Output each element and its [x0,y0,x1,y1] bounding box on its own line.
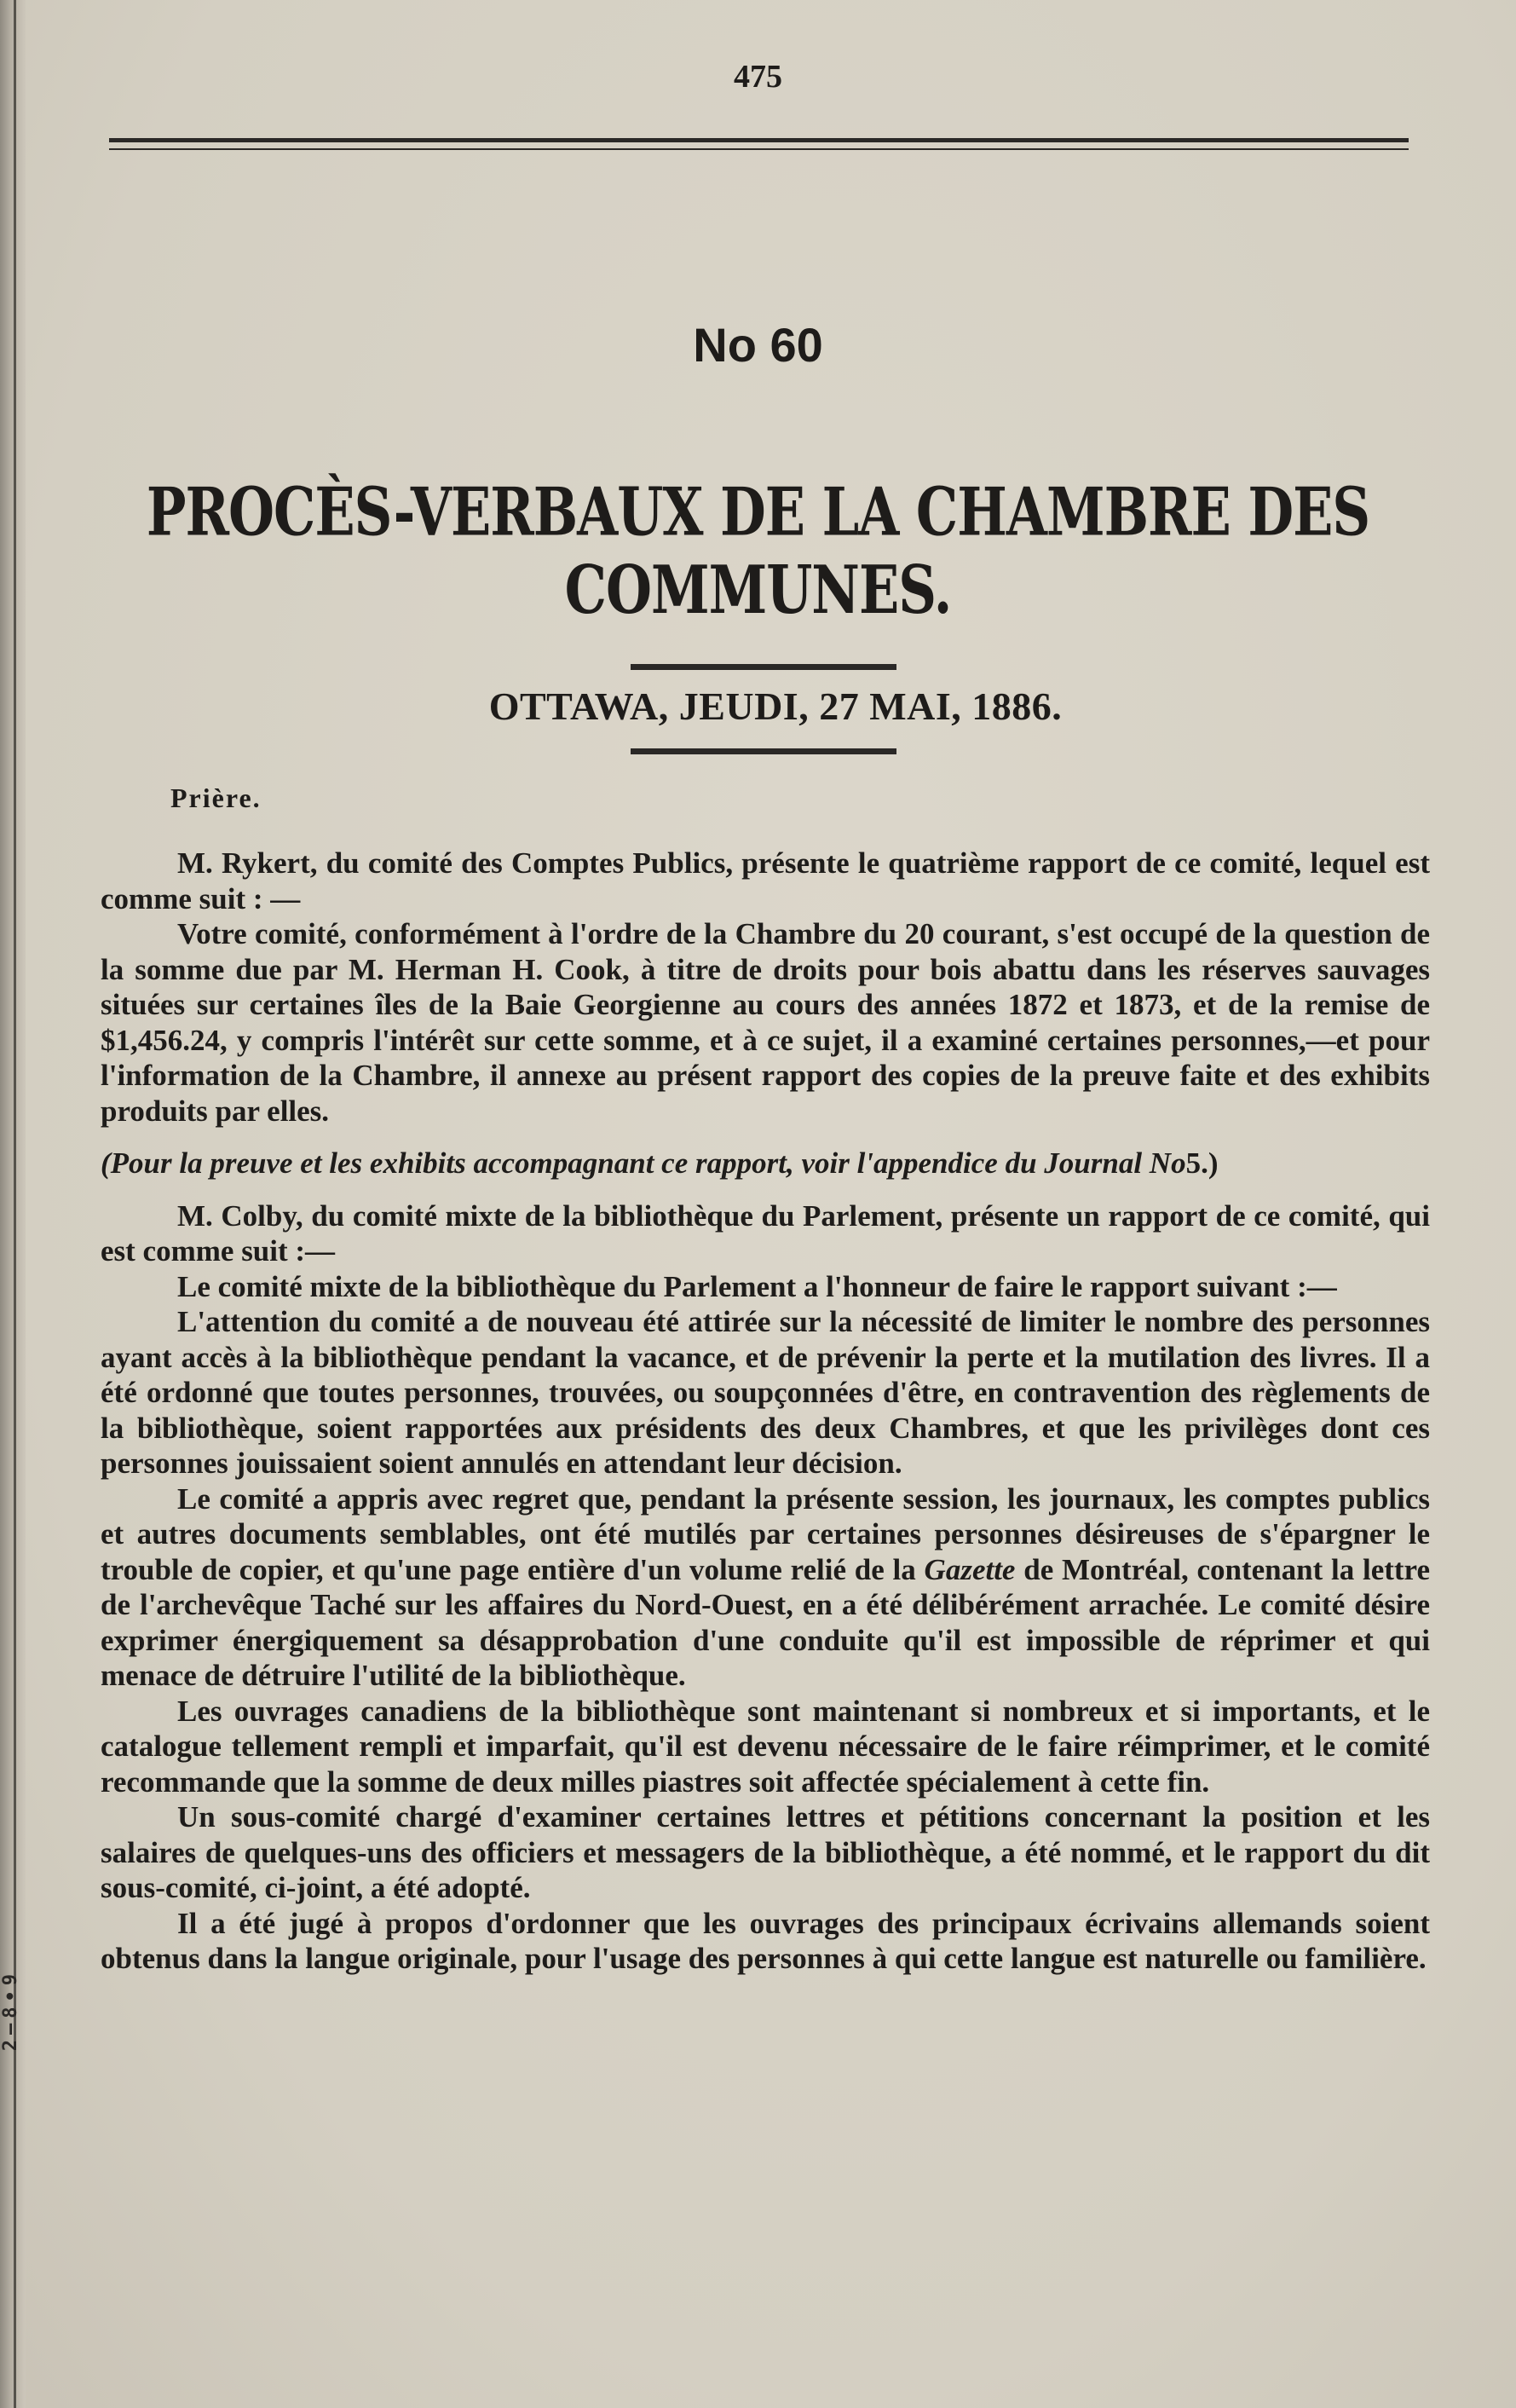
page-number: 475 [734,59,782,95]
note-text: Pour la preuve et les exhibits accompagnant ce rapport, voir l'appendice du Journal No [110,1146,1186,1180]
paragraph-catalogue: Les ouvrages canadiens de la bibliothèque sont maintenant si nombreux et si importants, et le catalogue tellement rempli et imparfait, qu'il est devenu nécessaire de le faire réimprimer, et le comité recommande que la somme de deux milles piastres soit affectée spécialement à cette fin. [101,1694,1430,1799]
main-title: PROCÈS-VERBAUX DE LA CHAMBRE DES COMMUNES. [146,473,1370,629]
note-open-paren: ( [101,1146,111,1180]
dateline: OTTAWA, JEUDI, 27 MAI, 1886. [488,684,1063,728]
appendix-note [101,1146,1430,1181]
header-rule-thin [109,148,1409,150]
paragraph-subcommittee: Un sous-comité chargé d'examiner certaines lettres et pétitions concernant la position et les salaires de quelques-uns des officiers et messagers de la bibliothèque, a été nommé, et le rapport du dit sous-comité, ci-joint, a été adopté. [101,1800,1430,1904]
paragraph-library-intro: Le comité mixte de la bibliothèque du Parlement a l'honneur de faire le rapport suivant :— [177,1269,1337,1303]
paragraph-library-access: L'attention du comité a de nouveau été attirée sur la nécessité de limiter le nombre des personnes ayant accès à la bibliothèque pendant la vacance, et de prévenir la perte et la mutilation des livres. Il a été ordonné que toutes personnes, trouvées, ou soupçonnées d'être, en contravention des règlements de la bibliothèque, soient rapportées aux présidents des deux Chambres, et que les privilèges dont ces personnes jouissaient soient annulés en attendant leur décision. [101,1305,1430,1480]
paragraph-committee-report: Votre comité, conformément à l'ordre de la Chambre du 20 courant, s'est occupé de la question de la somme due par M. Herman H. Cook, à titre de droits pour bois abattu dans les réserves sauvages situées sur certaines îles de la Baie Georgienne au cours des années 1872 et 1873, et de la remise de $1,456.24, y compris l'intérêt sur cette somme, et à ce sujet, il a examiné certaines personnes,—et pour l'information de la Chambre, il annexe au présent rapport des copies de la preuve faite et des exhibits produits par elles. [101,917,1430,1128]
header-rule [109,138,1409,142]
paragraph-colby-report: M. Colby, du comité mixte de la bibliothèque du Parlement, présente un rapport de ce comité, qui est comme suit :— [101,1198,1430,1268]
dateline-rule-bottom [631,748,896,754]
gazette-title: Gazette [924,1552,1016,1586]
paragraph-rykert-report: M. Rykert, du comité des Comptes Publics, présente le quatrième rapport de ce comité, lequel est comme suit : — [101,846,1430,915]
mutilation-text-after: de Montréal, contenant la lettre de l'archevêque Taché sur les affaires du Nord-Ouest, en a été délibérément arrachée. Le comité désire exprimer énergiquement sa désapprobation d'une conduite qu'il est impossible de réprimer et qui menace de détruire l'utilité de la bibliothèque. [101,1552,1430,1692]
paragraph-german-works: Il a été jugé à propos d'ordonner que les ouvrages des principaux écrivains allemands soient obtenus dans la langue originale, pour l'usage des personnes à qui cette langue est naturelle ou familière. [101,1906,1430,1975]
dateline-rule-top [631,664,896,670]
body-text [101,846,1430,1977]
document-number: No 60 [693,318,823,372]
mutilation-text-before: Le comité a appris avec regret que, pendant la présente session, les journaux, les comptes publics et autres documents semblables, ont été mutilés par certaines personnes désireuses de s'épargner le trouble de copier, et qu'une page entière d'un volume relié de la [101,1481,1430,1586]
note-number: 5.) [1185,1146,1219,1180]
spine-marks: 2–8∙9 [0,1969,21,2052]
paragraph-mutilation [101,1481,1430,1694]
section-heading-priere: Prière. [170,782,262,813]
